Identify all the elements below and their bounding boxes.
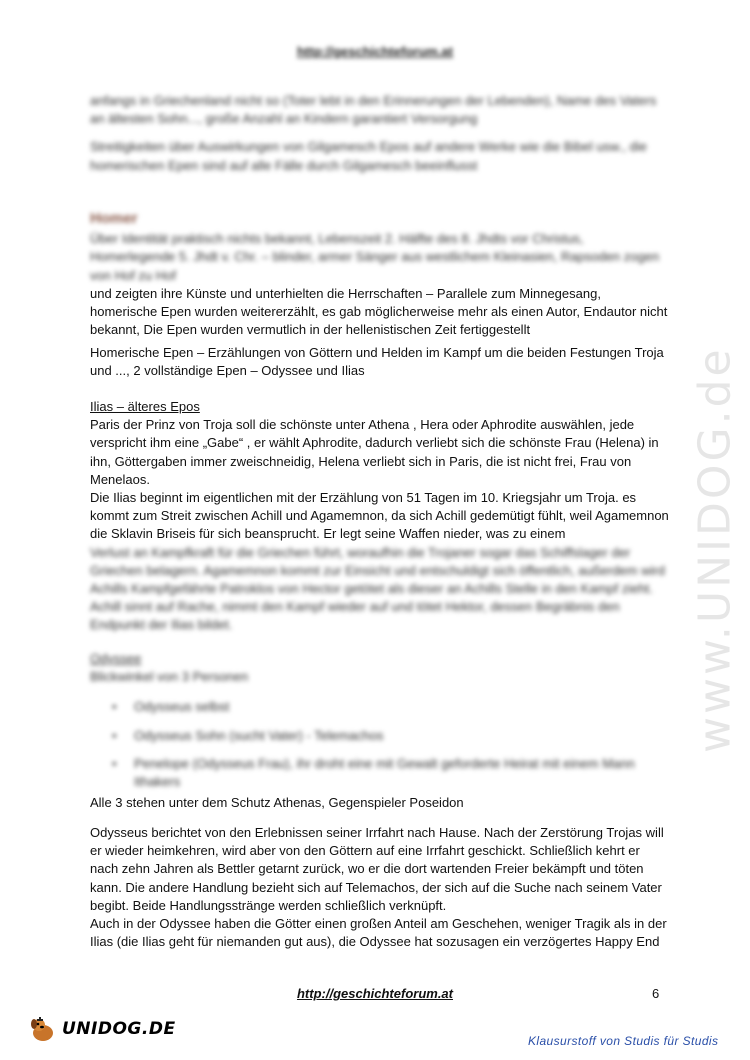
odyssee-subheading: Blickwinkel von 3 Personen: [90, 669, 249, 685]
list-item: • Odysseus selbst: [134, 698, 670, 716]
homer-blurred-text: Über Identität praktisch nichts bekannt, Lebenszeit 2. Hälfte des 8. Jhdts vor Christus, Homerlegende 5. Jhdt v. Chr. – blinder, armer Sänger aus westlichem Kleinasien, Rapsoden zogen von Hof zu Hof: [90, 231, 660, 283]
ilias-paragraph-1: Paris der Prinz von Troja soll die schönste unter Athena , Hera oder Aphrodite auswählen, jede verspricht ihm eine „Gabe“ , er wählt Aphrodite, dadurch verliebt sich die schönste Frau (Helena) in ihn, Göttergaben immer zweischneidig, Helena verliebt sich in Paris, die ist nicht frei, Frau von Menelaos.: [90, 417, 659, 487]
footer-tagline: Klausurstoff von Studis für Studis: [528, 1034, 719, 1048]
ilias-blurred-text: Verlust an Kampfkraft für die Griechen führt, woraufhin die Trojaner sogar das Schiffslager der Griechen belagern. Agamemnon kommt zur Einsicht und entschuldigt sich öffentlich, außerdem wird Achills Kampfgefährte Patroklos von Hector getötet als dieser an Achills Stelle in den Kampf zieht. Achill sinnt auf Rache, nimmt den Kampf wieder auf und tötet Hektor, dessen Begräbnis den Endpunkt der Ilias bildet.: [90, 544, 665, 633]
odyssee-story: [90, 824, 670, 951]
homerische-epen: [90, 344, 670, 380]
odyssee-section: [90, 650, 670, 801]
protection-text: Alle 3 stehen unter dem Schutz Athenas, Gegenspieler Poseidon: [90, 795, 464, 810]
blurred-paragraph: anfangs in Griechenland nicht so (Toter lebt in den Erinnerungen der Lebenden), Name des Vaters an ältesten Sohn..., große Anzahl an Kindern garantiert Versorgung: [90, 93, 657, 127]
blurred-paragraph: Streitigkeiten über Auswirkungen von Gilgamesch Epos auf andere Werke wie die Bibel usw., die homerischen Epen sind auf alle Fälle durch Gilgamesch beeinflusst: [90, 139, 647, 173]
header-url[interactable]: http://geschichteforum.at: [296, 44, 453, 59]
homer-section: [90, 210, 670, 339]
dog-icon: [28, 1014, 58, 1044]
homer-heading: Homer: [90, 210, 138, 227]
footer-url[interactable]: http://geschichteforum.at: [296, 986, 453, 1001]
unidog-logo[interactable]: [28, 1014, 176, 1044]
page-number: 6: [652, 986, 660, 1001]
watermark: www.UNIDOG.de: [689, 346, 741, 754]
odyssee-heading: Odyssee: [90, 651, 142, 666]
ilias-paragraph-2: Die Ilias beginnt im eigentlichen mit der Erzählung von 51 Tagen im 10. Kriegsjahr um Troja. es kommt zum Streit zwischen Achill und Agamemnon, da sich Achill gedemütigt fühlt, weil Agamemnon die Sklavin Briseis für sich beansprucht. Er legt seine Waffen nieder, was zu einem: [90, 490, 669, 542]
list-item: • Penelope (Odysseus Frau), ihr droht eine mit Gewalt geforderte Heirat mit einem Mann Ithakers: [134, 755, 670, 791]
odyssee-paragraph-2: Auch in der Odyssee haben die Götter einen großen Anteil am Geschehen, weniger Tragik als in der Ilias (die Ilias geht für niemanden gut aus), die Odyssee hat sozusagen ein verzögertes Happy End: [90, 916, 667, 950]
homerische-text: Homerische Epen – Erzählungen von Göttern und Helden im Kampf um die beiden Festungen Troja und ..., 2 vollständige Epen – Odyssee und Ilias: [90, 345, 664, 379]
odyssee-paragraph-1: Odysseus berichtet von den Erlebnissen seiner Irrfahrt nach Hause. Nach der Zerstörung Trojas will er wieder heimkehren, wird aber von den Göttern auf eine Irrfahrt geschickt. Schließlich kehrt er nach zehn Jahren als Bettler getarnt zurück, wo er die dort wartenden Freier bekämpft und töten kann. Die andere Handlung bezieht sich auf Telemachos, der sich auf die Suche nach seinem Vater begibt. Beide Handlungsstränge werden schließlich verknüpft.: [90, 825, 664, 913]
logo-text: UNIDOG.DE: [62, 1019, 176, 1039]
list-item: • Odysseus Sohn (sucht Vater) - Telemachos: [134, 727, 670, 745]
homer-text: und zeigten ihre Künste und unterhielten die Herrschaften – Parallele zum Minnegesang, homerische Epen wurden weitererzählt, es gab möglicherweise mehr als einen Autor, Endautor nicht bekannt, Die Epen wurden vermutlich in der hellenistischen Zeit fertiggestellt: [90, 285, 668, 338]
ilias-section: [90, 398, 670, 635]
ilias-heading: Ilias – älteres Epos: [90, 399, 200, 414]
odyssee-bullet-list: [90, 698, 670, 791]
blurred-intro: [90, 92, 670, 175]
odyssee-protection: [90, 794, 670, 812]
